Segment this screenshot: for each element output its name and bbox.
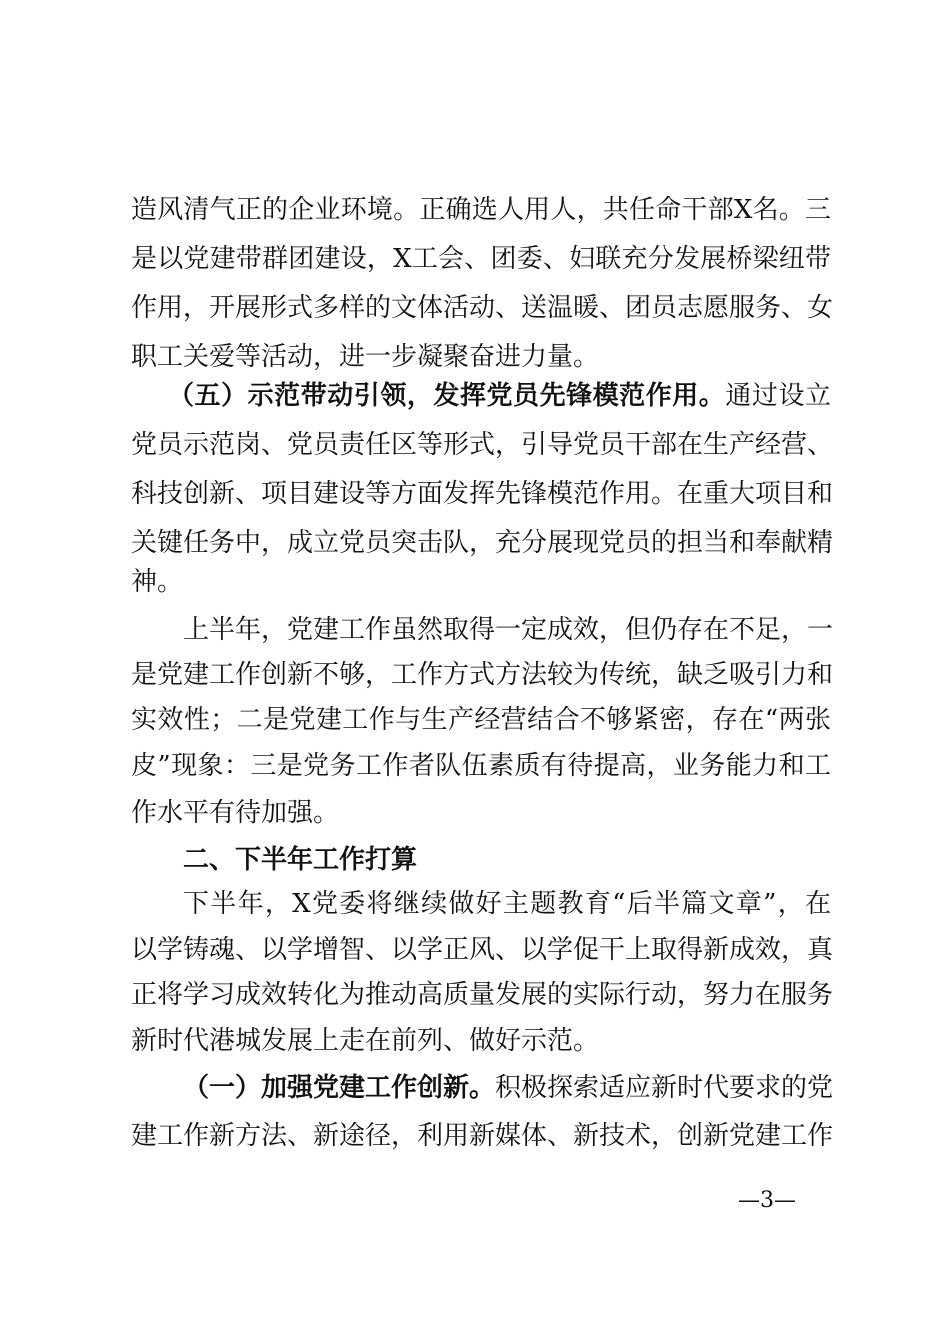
paragraph-line: 下半年，X党委将继续做好主题教育“后半篇文章”，在 (183, 889, 831, 919)
paragraph-line: 党员示范岗、党员责任区等形式，引导党员干部在生产经营、 (131, 430, 834, 460)
section-item-heading-line (183, 1068, 834, 1108)
section-item-heading: （一）加强党建工作创新。 (183, 1073, 496, 1103)
paragraph-line: 作水平有待加强。 (131, 798, 340, 828)
paragraph-line: 造风清气正的企业环境。正确选人用人，共任命干部X名。三 (131, 195, 831, 225)
paragraph-line: 正将学习成效转化为推动高质量发展的实际行动，努力在服务 (131, 980, 834, 1010)
paragraph-line: 作用，开展形式多样的文体活动、送温暖、团员志愿服务、女 (131, 293, 834, 323)
page-number: —3— (738, 1188, 796, 1213)
paragraph-line: 皮”现象：三是党务工作者队伍素质有待提高，业务能力和工 (131, 751, 831, 781)
paragraph-line: 职工关爱等活动，进一步凝聚奋进力量。 (131, 342, 600, 372)
paragraph-text: 通过设立 (725, 381, 831, 411)
paragraph-text: 积极探索适应新时代要求的党 (495, 1073, 834, 1103)
section-item-heading: （五）示范带动引领，发挥党员先锋模范作用。 (168, 381, 726, 411)
section-heading: 二、下半年工作打算 (183, 845, 418, 875)
paragraph-line: 新时代港城发展上走在前列、做好示范。 (131, 1026, 600, 1056)
paragraph-line: 建工作新方法、新途径，利用新媒体、新技术，创新党建工作 (131, 1121, 834, 1151)
paragraph-line: 以学铸魂、以学增智、以学正风、以学促干上取得新成效，真 (131, 935, 834, 965)
paragraph-line: 实效性；二是党建工作与生产经营结合不够紧密，存在“两张 (131, 705, 831, 735)
paragraph-line: 科技创新、项目建设等方面发挥先锋模范作用。在重大项目和 (131, 479, 834, 509)
paragraph-line: 是以党建带群团建设，X工会、团委、妇联充分发展桥梁纽带 (131, 244, 831, 274)
paragraph-line: 上半年，党建工作虽然取得一定成效，但仍存在不足，一 (183, 615, 834, 645)
paragraph-line: 是党建工作创新不够，工作方式方法较为传统，缺乏吸引力和 (131, 660, 834, 690)
paragraph-line: 关键任务中，成立党员突击队，充分展现党员的担当和奉献精 (131, 528, 834, 558)
section-item-heading-line (168, 376, 831, 416)
paragraph-line: 神。 (131, 567, 184, 597)
